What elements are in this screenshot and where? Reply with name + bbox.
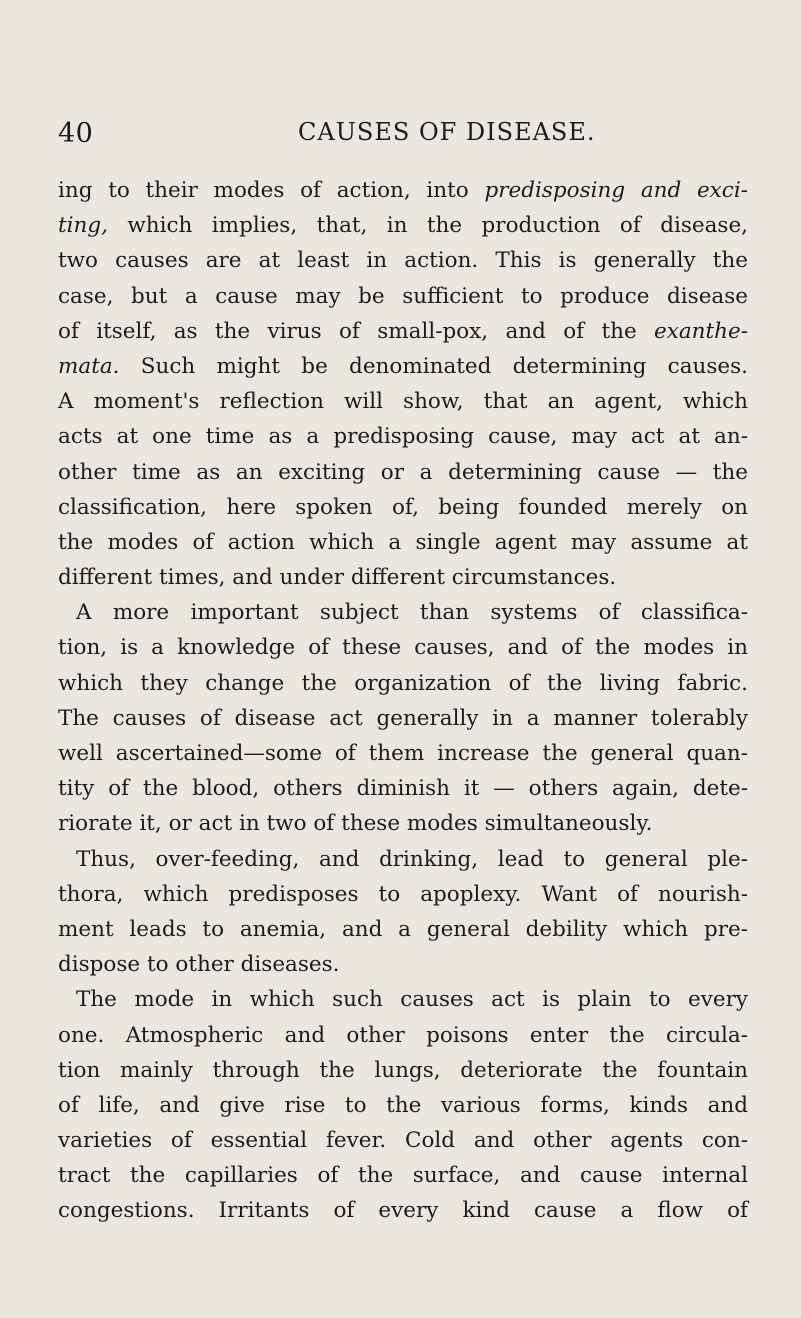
body-text	[58, 173, 748, 1229]
text-run: which implies, that, in the production of disease,	[107, 213, 748, 239]
text-line	[58, 455, 748, 490]
text-run: The causes of disease act generally in a manner tolerably	[58, 705, 748, 731]
text-line	[58, 912, 748, 947]
text-run: of itself, as the virus of small-pox, and of the	[58, 318, 654, 344]
text-line	[58, 947, 748, 982]
text-run: well ascertained—some of them increase the general quan-	[58, 741, 748, 766]
text-line	[58, 666, 748, 701]
text-line	[58, 525, 748, 560]
text-line	[58, 595, 748, 630]
text-run: riorate it, or act in two of these modes simultaneously.	[58, 811, 653, 837]
text-line	[58, 490, 748, 525]
text-run: The mode in which such causes act is plain to every	[76, 987, 748, 1013]
text-line	[58, 1053, 748, 1088]
text-line	[58, 1123, 748, 1158]
text-run: tity of the blood, others diminish it — others again, dete-	[58, 776, 748, 802]
text-run: the modes of action which a single agent may assume at	[58, 529, 748, 555]
text-run: A more important subject than systems of classifica-	[76, 600, 748, 626]
text-run: tion, is a knowledge of these causes, and of the modes in	[58, 635, 748, 661]
text-run: varieties of essential fever. Cold and other agents con-	[58, 1128, 748, 1154]
italic-text: ting,	[58, 213, 108, 239]
text-run: Such might be denominated determining causes.	[119, 353, 748, 379]
text-line	[58, 349, 748, 384]
page-header	[0, 112, 801, 152]
text-line	[58, 384, 748, 419]
text-line	[58, 314, 748, 349]
text-line	[58, 1193, 748, 1228]
text-run: ing to their modes of action, into	[58, 178, 485, 203]
text-run: two causes are at least in action. This is generally the	[58, 248, 748, 274]
text-line	[58, 560, 748, 595]
text-line	[58, 419, 748, 454]
text-run: acts at one time as a predisposing cause, may act at an-	[58, 424, 748, 450]
text-run: different times, and under different circumstances.	[58, 565, 617, 591]
italic-text: predisposing and exci-	[484, 178, 748, 203]
text-line	[58, 279, 748, 314]
text-line	[58, 173, 748, 208]
text-line	[58, 842, 748, 877]
text-line	[58, 630, 748, 665]
text-line	[58, 243, 748, 278]
text-run: Thus, over-feeding, and drinking, lead to general ple-	[76, 846, 748, 872]
text-run: tion mainly through the lungs, deteriorate the fountain	[58, 1057, 748, 1083]
text-line	[58, 208, 748, 243]
page-number: 40	[58, 118, 94, 149]
running-title: CAUSES OF DISEASE.	[298, 118, 596, 146]
text-line	[58, 1088, 748, 1123]
text-run: ment leads to anemia, and a general debility which pre-	[58, 916, 748, 942]
text-run: thora, which predisposes to apoplexy. Want of nourish-	[58, 881, 748, 907]
text-run: classification, here spoken of, being founded merely on	[58, 494, 748, 520]
text-line	[58, 736, 748, 771]
text-run: tract the capillaries of the surface, and cause internal	[58, 1163, 748, 1189]
text-line	[58, 982, 748, 1017]
text-line	[58, 771, 748, 806]
text-run: other time as an exciting or a determining cause — the	[58, 459, 748, 485]
text-line	[58, 806, 748, 841]
text-run: which they change the organization of the living fabric.	[58, 670, 748, 696]
text-run: of life, and give rise to the various forms, kinds and	[58, 1092, 748, 1118]
text-line	[58, 877, 748, 912]
text-run: one. Atmospheric and other poisons enter the circula-	[58, 1022, 748, 1048]
text-line	[58, 1018, 748, 1053]
italic-text: exanthe-	[654, 318, 748, 344]
text-line	[58, 1158, 748, 1193]
text-line	[58, 701, 748, 736]
text-run: case, but a cause may be sufficient to produce disease	[58, 283, 748, 309]
text-run: dispose to other diseases.	[58, 952, 340, 978]
text-run: congestions. Irritants of every kind cause a flow of	[58, 1198, 748, 1224]
italic-text: mata.	[58, 353, 120, 379]
text-run: A moment's reflection will show, that an agent, which	[58, 389, 748, 415]
